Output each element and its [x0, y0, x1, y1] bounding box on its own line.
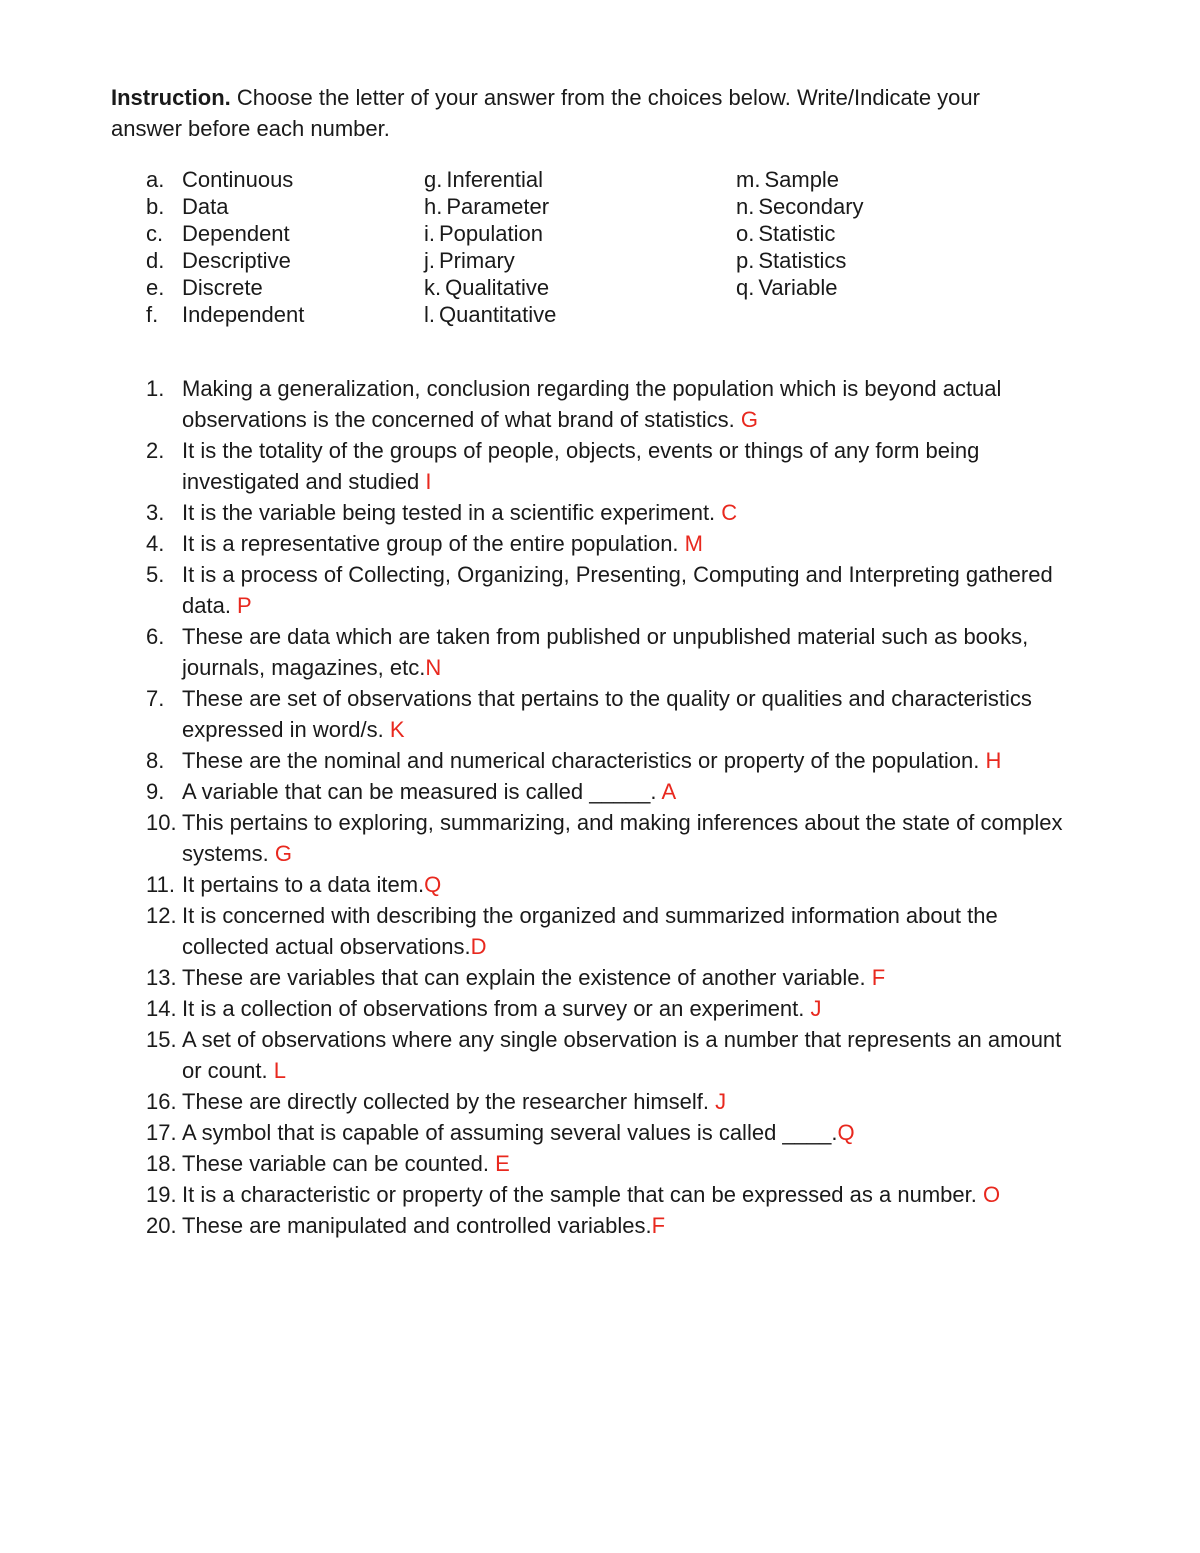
choice-term: Descriptive — [182, 248, 291, 273]
question-number: 11. — [146, 872, 175, 897]
question-item — [111, 1210, 1072, 1241]
question-number: 14. — [146, 996, 177, 1021]
question-number: 8. — [146, 748, 165, 773]
question-number: 7. — [146, 686, 165, 711]
question-answer: J — [715, 1089, 727, 1114]
question-text: A set of observations where any single observation is a number that represents an amount or count. — [182, 1027, 1062, 1083]
question-answer: L — [273, 1058, 286, 1083]
question-number: 19. — [146, 1182, 177, 1207]
question-answer: C — [721, 500, 738, 525]
choice-item — [424, 247, 556, 274]
question-answer: E — [495, 1151, 510, 1176]
question-answer: A — [661, 779, 677, 804]
question-item — [111, 776, 1072, 807]
choice-item — [146, 193, 304, 220]
choice-term: Independent — [182, 302, 305, 327]
choice-item — [424, 220, 556, 247]
choice-item — [146, 274, 304, 301]
choice-term: Statistic — [758, 221, 836, 246]
choice-term: Statistics — [758, 248, 847, 273]
choice-letter: g. — [424, 167, 443, 192]
question-number: 20. — [146, 1213, 177, 1238]
choice-term: Parameter — [446, 194, 550, 219]
question-number: 1. — [146, 376, 165, 401]
choice-term: Continuous — [182, 167, 294, 192]
choice-letter: l. — [424, 302, 435, 327]
choice-term: Primary — [439, 248, 515, 273]
question-number: 16. — [146, 1089, 177, 1114]
choices-column-3 — [736, 166, 864, 301]
question-item — [111, 528, 1072, 559]
choices-column-2 — [424, 166, 556, 328]
question-text: A symbol that is capable of assuming several values is called ____. — [182, 1120, 838, 1145]
choice-item — [424, 274, 556, 301]
question-text: These are data which are taken from published or unpublished material such as books, journals, magazines, etc. — [182, 624, 1029, 680]
question-item — [111, 869, 1072, 900]
choice-letter: m. — [736, 167, 761, 192]
question-text: These are set of observations that pertains to the quality or qualities and characteristics expressed in word/s. — [182, 686, 1032, 742]
choice-term: Secondary — [758, 194, 864, 219]
question-item — [111, 683, 1072, 745]
choice-term: Qualitative — [445, 275, 550, 300]
question-answer: G — [274, 841, 293, 866]
question-number: 10. — [146, 810, 177, 835]
question-item — [111, 1117, 1072, 1148]
question-item — [111, 745, 1072, 776]
choice-item — [424, 193, 556, 220]
question-text: It is concerned with describing the organized and summarized information about the collected actual observations. — [182, 903, 998, 959]
question-item — [111, 1179, 1072, 1210]
question-number: 6. — [146, 624, 165, 649]
question-text: These are manipulated and controlled variables. — [182, 1213, 652, 1238]
instruction-text: Choose the letter of your answer from the choices below. Write/Indicate your answer before each number. — [111, 85, 980, 141]
question-text: These are directly collected by the researcher himself. — [182, 1089, 716, 1114]
question-number: 17. — [146, 1120, 177, 1145]
choice-item — [146, 247, 304, 274]
choice-term: Inferential — [446, 167, 543, 192]
question-item — [111, 1086, 1072, 1117]
question-answer: P — [237, 593, 252, 618]
choices-column-1 — [146, 166, 304, 328]
question-answer: I — [425, 469, 432, 494]
choice-letter: a. — [146, 167, 165, 192]
choice-term: Sample — [764, 167, 840, 192]
choice-item — [424, 166, 556, 193]
question-item — [111, 373, 1072, 435]
choice-item — [736, 166, 864, 193]
choice-letter: h. — [424, 194, 443, 219]
question-text: These are the nominal and numerical characteristics or property of the population. — [182, 748, 986, 773]
question-answer: M — [684, 531, 703, 556]
choice-term: Discrete — [182, 275, 263, 300]
question-answer: Q — [837, 1120, 855, 1145]
choice-letter: q. — [736, 275, 755, 300]
question-item — [111, 497, 1072, 528]
choice-item — [736, 193, 864, 220]
choice-letter: b. — [146, 194, 165, 219]
question-text: It is the totality of the groups of people, objects, events or things of any form being investigated and studied — [182, 438, 980, 494]
question-number: 5. — [146, 562, 165, 587]
question-answer: K — [389, 717, 405, 742]
question-item — [111, 559, 1072, 621]
question-item — [111, 807, 1072, 869]
questions-list — [111, 373, 1100, 1241]
choice-item — [146, 301, 304, 328]
question-number: 12. — [146, 903, 177, 928]
choice-term: Dependent — [182, 221, 290, 246]
choice-term: Quantitative — [439, 302, 557, 327]
choice-letter: e. — [146, 275, 165, 300]
question-number: 18. — [146, 1151, 177, 1176]
question-item — [111, 1148, 1072, 1179]
question-item — [111, 435, 1072, 497]
question-answer: J — [810, 996, 822, 1021]
choice-term: Data — [182, 194, 229, 219]
choice-letter: p. — [736, 248, 755, 273]
choice-item — [146, 220, 304, 247]
choice-item — [736, 220, 864, 247]
question-item — [111, 621, 1072, 683]
choice-term: Population — [439, 221, 543, 246]
choices-list — [111, 166, 1100, 331]
choice-letter: f. — [146, 302, 159, 327]
instruction-paragraph — [111, 82, 1051, 144]
question-text: It is a representative group of the entire population. — [182, 531, 685, 556]
choice-letter: c. — [146, 221, 164, 246]
choice-letter: o. — [736, 221, 755, 246]
question-text: It is a process of Collecting, Organizing, Presenting, Computing and Interpreting gathered data. — [182, 562, 1053, 618]
question-text: A variable that can be measured is called _____. — [182, 779, 662, 804]
question-answer: F — [871, 965, 886, 990]
question-number: 2. — [146, 438, 165, 463]
question-text: It is the variable being tested in a scientific experiment. — [182, 500, 722, 525]
choice-item — [736, 274, 864, 301]
choice-letter: d. — [146, 248, 165, 273]
choice-term: Variable — [758, 275, 838, 300]
question-answer: F — [651, 1213, 666, 1238]
question-item — [111, 1024, 1072, 1086]
choice-letter: j. — [424, 248, 435, 273]
question-answer: H — [985, 748, 1002, 773]
question-number: 9. — [146, 779, 165, 804]
question-item — [111, 900, 1072, 962]
choice-item — [736, 247, 864, 274]
question-number: 3. — [146, 500, 165, 525]
question-text: This pertains to exploring, summarizing, and making inferences about the state of complex systems. — [182, 810, 1063, 866]
question-answer: O — [982, 1182, 1001, 1207]
question-answer: G — [740, 407, 758, 432]
question-item — [111, 993, 1072, 1024]
choice-letter: i. — [424, 221, 435, 246]
question-number: 15. — [146, 1027, 177, 1052]
instruction-label: Instruction. — [111, 85, 231, 110]
question-answer: D — [470, 934, 487, 959]
question-number: 13. — [146, 965, 177, 990]
question-text: These variable can be counted. — [182, 1151, 496, 1176]
question-item — [111, 962, 1072, 993]
choice-letter: n. — [736, 194, 755, 219]
question-text: It is a collection of observations from a survey or an experiment. — [182, 996, 811, 1021]
choice-item — [424, 301, 556, 328]
question-answer: Q — [424, 872, 442, 897]
question-number: 4. — [146, 531, 165, 556]
question-text: These are variables that can explain the existence of another variable. — [182, 965, 872, 990]
choice-item — [146, 166, 304, 193]
question-text: It pertains to a data item. — [182, 872, 425, 897]
question-text: It is a characteristic or property of the sample that can be expressed as a number. — [182, 1182, 983, 1207]
choice-letter: k. — [424, 275, 442, 300]
question-answer: N — [425, 655, 442, 680]
question-text: Making a generalization, conclusion regarding the population which is beyond actual observations is the concerned of what brand of statistics. — [182, 376, 1002, 432]
